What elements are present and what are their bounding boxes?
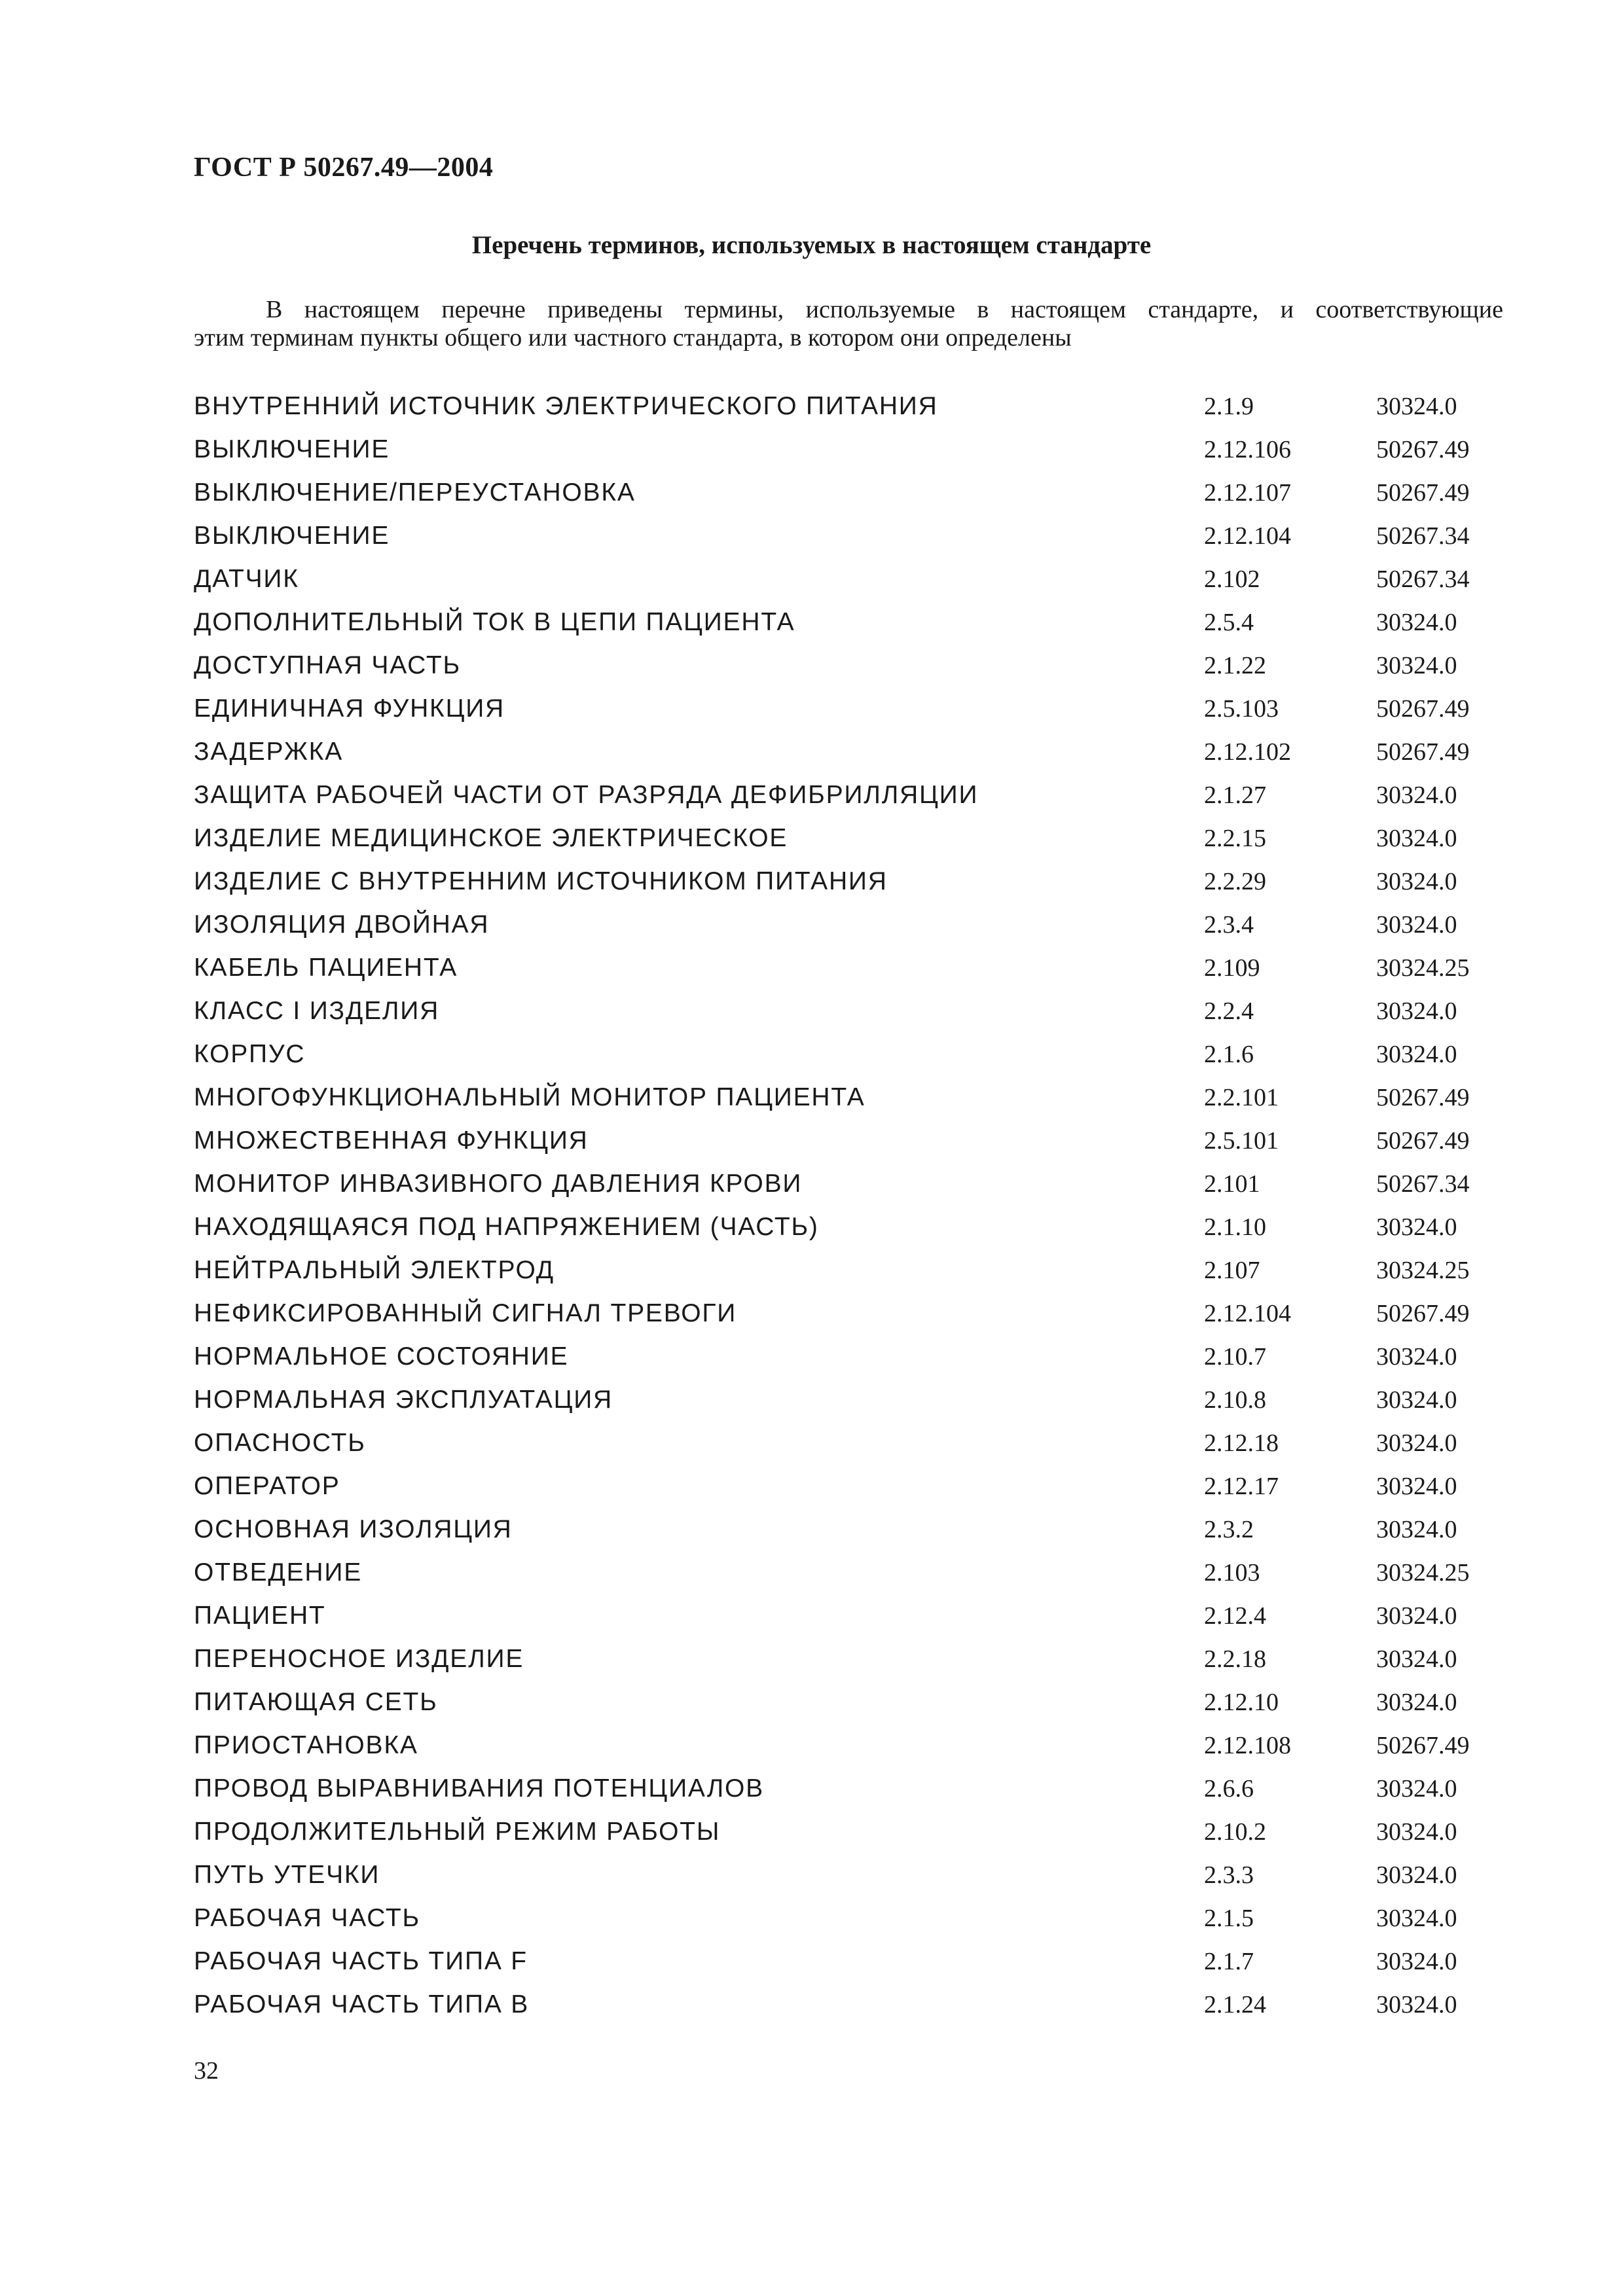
clause-cell: 2.1.9 [1204,393,1254,420]
term-cell: МОНИТОР ИНВАЗИВНОГО ДАВЛЕНИЯ КРОВИ [194,1170,803,1198]
standard-cell: 50267.49 [1376,1300,1470,1327]
clause-cell: 2.10.7 [1204,1343,1266,1371]
table-row [194,471,1516,514]
standard-cell: 30324.0 [1376,1991,1457,2018]
table-row [194,1551,1516,1594]
clause-cell: 2.12.102 [1204,738,1291,766]
term-cell: ПИТАЮЩАЯ СЕТЬ [194,1688,438,1716]
term-cell: РАБОЧАЯ ЧАСТЬ ТИПА F [194,1947,528,1975]
table-row [194,1335,1516,1378]
table-row [194,1249,1516,1292]
clause-cell: 2.3.2 [1204,1516,1254,1543]
table-row [194,817,1516,860]
term-cell: ОПЕРАТОР [194,1472,340,1500]
table-row [194,1076,1516,1119]
term-cell: ДОСТУПНАЯ ЧАСТЬ [194,651,461,679]
terms-table-body [194,385,1516,2026]
standard-cell: 30324.0 [1376,997,1457,1025]
standard-cell: 30324.0 [1376,1041,1457,1068]
term-cell: ВНУТРЕННИЙ ИСТОЧНИК ЭЛЕКТРИЧЕСКОГО ПИТАНИЯ [194,392,938,420]
clause-cell: 2.1.22 [1204,652,1266,679]
term-cell: КОРПУС [194,1040,306,1068]
table-row [194,1638,1516,1681]
term-cell: МНОЖЕСТВЕННАЯ ФУНКЦИЯ [194,1126,589,1155]
intro-line-2: этим терминам пункты общего или частного стандарта, в котором они определены [194,324,1072,351]
standard-cell: 50267.34 [1376,522,1470,550]
standard-cell: 30324.0 [1376,609,1457,636]
clause-cell: 2.1.6 [1204,1041,1254,1068]
table-row [194,860,1516,903]
term-cell: ИЗДЕЛИЕ С ВНУТРЕННИМ ИСТОЧНИКОМ ПИТАНИЯ [194,867,888,895]
term-cell: ОПАСНОСТЬ [194,1429,366,1457]
clause-cell: 2.1.7 [1204,1948,1254,1975]
clause-cell: 2.2.4 [1204,997,1254,1025]
standard-cell: 50267.49 [1376,1127,1470,1155]
table-row [194,687,1516,730]
table-row [194,1119,1516,1162]
standard-cell: 30324.0 [1376,1386,1457,1414]
standard-cell: 30324.0 [1376,1602,1457,1630]
clause-cell: 2.1.10 [1204,1213,1266,1241]
table-row [194,644,1516,687]
standard-cell: 50267.49 [1376,695,1470,723]
standard-cell: 50267.49 [1376,1084,1470,1111]
clause-cell: 2.1.27 [1204,781,1266,809]
clause-cell: 2.12.107 [1204,479,1291,507]
table-row [194,601,1516,644]
term-cell: ЗАЩИТА РАБОЧЕЙ ЧАСТИ ОТ РАЗРЯДА ДЕФИБРИЛЛЯЦИИ [194,781,979,809]
clause-cell: 2.10.8 [1204,1386,1266,1414]
clause-cell: 2.2.101 [1204,1084,1279,1111]
clause-cell: 2.103 [1204,1559,1260,1587]
clause-cell: 2.1.24 [1204,1991,1266,2018]
term-cell: ВЫКЛЮЧЕНИЕ [194,435,390,463]
table-row [194,1854,1516,1897]
clause-cell: 2.107 [1204,1257,1260,1284]
clause-cell: 2.12.104 [1204,522,1291,550]
clause-cell: 2.3.4 [1204,911,1254,939]
standard-cell: 30324.0 [1376,1818,1457,1846]
standard-cell: 30324.0 [1376,393,1457,420]
table-row [194,1162,1516,1206]
term-cell: ОТВЕДЕНИЕ [194,1558,363,1587]
standard-cell: 30324.0 [1376,868,1457,895]
term-cell: ИЗДЕЛИЕ МЕДИЦИНСКОЕ ЭЛЕКТРИЧЕСКОЕ [194,824,788,852]
clause-cell: 2.5.4 [1204,609,1254,636]
clause-cell: 2.10.2 [1204,1818,1266,1846]
term-cell: НЕФИКСИРОВАННЫЙ СИГНАЛ ТРЕВОГИ [194,1299,737,1327]
intro-line-1: В настоящем перечне приведены термины, используемые в настоящем стандарте, и соответствующие [266,296,1503,323]
standard-cell: 50267.49 [1376,1732,1470,1759]
table-row [194,1940,1516,1983]
standard-cell: 50267.49 [1376,738,1470,766]
standard-cell: 50267.34 [1376,1170,1470,1198]
page-number: 32 [194,2057,219,2085]
standard-cell: 30324.0 [1376,1343,1457,1371]
table-row [194,730,1516,774]
clause-cell: 2.3.3 [1204,1861,1254,1889]
term-cell: ЗАДЕРЖКА [194,738,344,766]
standard-cell: 30324.0 [1376,652,1457,679]
clause-cell: 2.5.101 [1204,1127,1279,1155]
clause-cell: 2.12.17 [1204,1473,1279,1500]
term-cell: КЛАСС I ИЗДЕЛИЯ [194,997,440,1025]
term-cell: ДОПОЛНИТЕЛЬНЫЙ ТОК В ЦЕПИ ПАЦИЕНТА [194,608,795,636]
clause-cell: 2.12.104 [1204,1300,1291,1327]
table-row [194,1983,1516,2026]
standard-cell: 30324.0 [1376,1429,1457,1457]
term-cell: РАБОЧАЯ ЧАСТЬ ТИПА В [194,1990,530,2018]
standard-cell: 30324.0 [1376,1948,1457,1975]
clause-cell: 2.6.6 [1204,1775,1254,1803]
term-cell: ПАЦИЕНТ [194,1602,326,1630]
clause-cell: 2.102 [1204,565,1260,593]
table-row [194,1681,1516,1724]
standard-cell: 50267.49 [1376,436,1470,463]
table-row [194,558,1516,601]
clause-cell: 2.5.103 [1204,695,1279,723]
term-cell: НЕЙТРАЛЬНЫЙ ЭЛЕКТРОД [194,1256,555,1284]
term-cell: ПУТЬ УТЕЧКИ [194,1861,380,1889]
term-cell: ИЗОЛЯЦИЯ ДВОЙНАЯ [194,910,490,939]
clause-cell: 2.2.15 [1204,825,1266,852]
section-title: Перечень терминов, используемых в настоящем стандарте [471,231,1152,259]
terms-table [194,385,1516,2026]
term-cell: НОРМАЛЬНАЯ ЭКСПЛУАТАЦИЯ [194,1386,613,1414]
standard-cell: 30324.0 [1376,911,1457,939]
standard-cell: 30324.0 [1376,1516,1457,1543]
term-cell: ЕДИНИЧНАЯ ФУНКЦИЯ [194,694,505,723]
table-row [194,428,1516,471]
standard-cell: 30324.0 [1376,781,1457,809]
clause-cell: 2.2.29 [1204,868,1266,895]
table-row [194,990,1516,1033]
table-row [194,903,1516,946]
document-code-header: ГОСТ Р 50267.49—2004 [194,152,494,183]
table-row [194,1292,1516,1335]
standard-cell: 30324.0 [1376,1905,1457,1932]
standard-cell: 30324.25 [1376,1559,1470,1587]
clause-cell: 2.109 [1204,954,1260,982]
table-row [194,385,1516,428]
term-cell: ПРИОСТАНОВКА [194,1731,418,1759]
standard-cell: 30324.0 [1376,825,1457,852]
clause-cell: 2.12.18 [1204,1429,1279,1457]
table-row [194,1422,1516,1465]
term-cell: НОРМАЛЬНОЕ СОСТОЯНИЕ [194,1342,569,1371]
table-row [194,1465,1516,1508]
standard-cell: 50267.34 [1376,565,1470,593]
standard-cell: 30324.0 [1376,1473,1457,1500]
table-row [194,1767,1516,1810]
table-row [194,1724,1516,1767]
intro-paragraph [194,296,1503,352]
term-cell: РАБОЧАЯ ЧАСТЬ [194,1904,420,1932]
standard-cell: 30324.25 [1376,954,1470,982]
term-cell: ОСНОВНАЯ ИЗОЛЯЦИЯ [194,1515,513,1543]
term-cell: КАБЕЛЬ ПАЦИЕНТА [194,954,458,982]
table-row [194,1508,1516,1551]
table-row [194,946,1516,990]
table-row [194,1810,1516,1854]
standard-cell: 30324.0 [1376,1689,1457,1716]
standard-cell: 30324.0 [1376,1861,1457,1889]
table-row [194,774,1516,817]
term-cell: ВЫКЛЮЧЕНИЕ [194,522,390,550]
standard-cell: 30324.0 [1376,1775,1457,1803]
term-cell: ДАТЧИК [194,565,299,593]
table-row [194,1033,1516,1076]
term-cell: НАХОДЯЩАЯСЯ ПОД НАПРЯЖЕНИЕМ (ЧАСТЬ) [194,1213,819,1241]
clause-cell: 2.2.18 [1204,1645,1266,1673]
clause-cell: 2.12.106 [1204,436,1291,463]
clause-cell: 2.12.10 [1204,1689,1279,1716]
term-cell: ПРОДОЛЖИТЕЛЬНЫЙ РЕЖИМ РАБОТЫ [194,1818,721,1846]
term-cell: МНОГОФУНКЦИОНАЛЬНЫЙ МОНИТОР ПАЦИЕНТА [194,1083,866,1111]
standard-cell: 30324.0 [1376,1213,1457,1241]
term-cell: ПРОВОД ВЫРАВНИВАНИЯ ПОТЕНЦИАЛОВ [194,1774,764,1803]
table-row [194,1378,1516,1422]
clause-cell: 2.12.108 [1204,1732,1291,1759]
standard-cell: 50267.49 [1376,479,1470,507]
standard-cell: 30324.25 [1376,1257,1470,1284]
table-row [194,1594,1516,1638]
term-cell: ВЫКЛЮЧЕНИЕ/ПЕРЕУСТАНОВКА [194,478,636,507]
clause-cell: 2.1.5 [1204,1905,1254,1932]
standard-cell: 30324.0 [1376,1645,1457,1673]
table-row [194,1897,1516,1940]
term-cell: ПЕРЕНОСНОЕ ИЗДЕЛИЕ [194,1645,524,1673]
table-row [194,1206,1516,1249]
clause-cell: 2.101 [1204,1170,1260,1198]
table-row [194,514,1516,558]
clause-cell: 2.12.4 [1204,1602,1266,1630]
